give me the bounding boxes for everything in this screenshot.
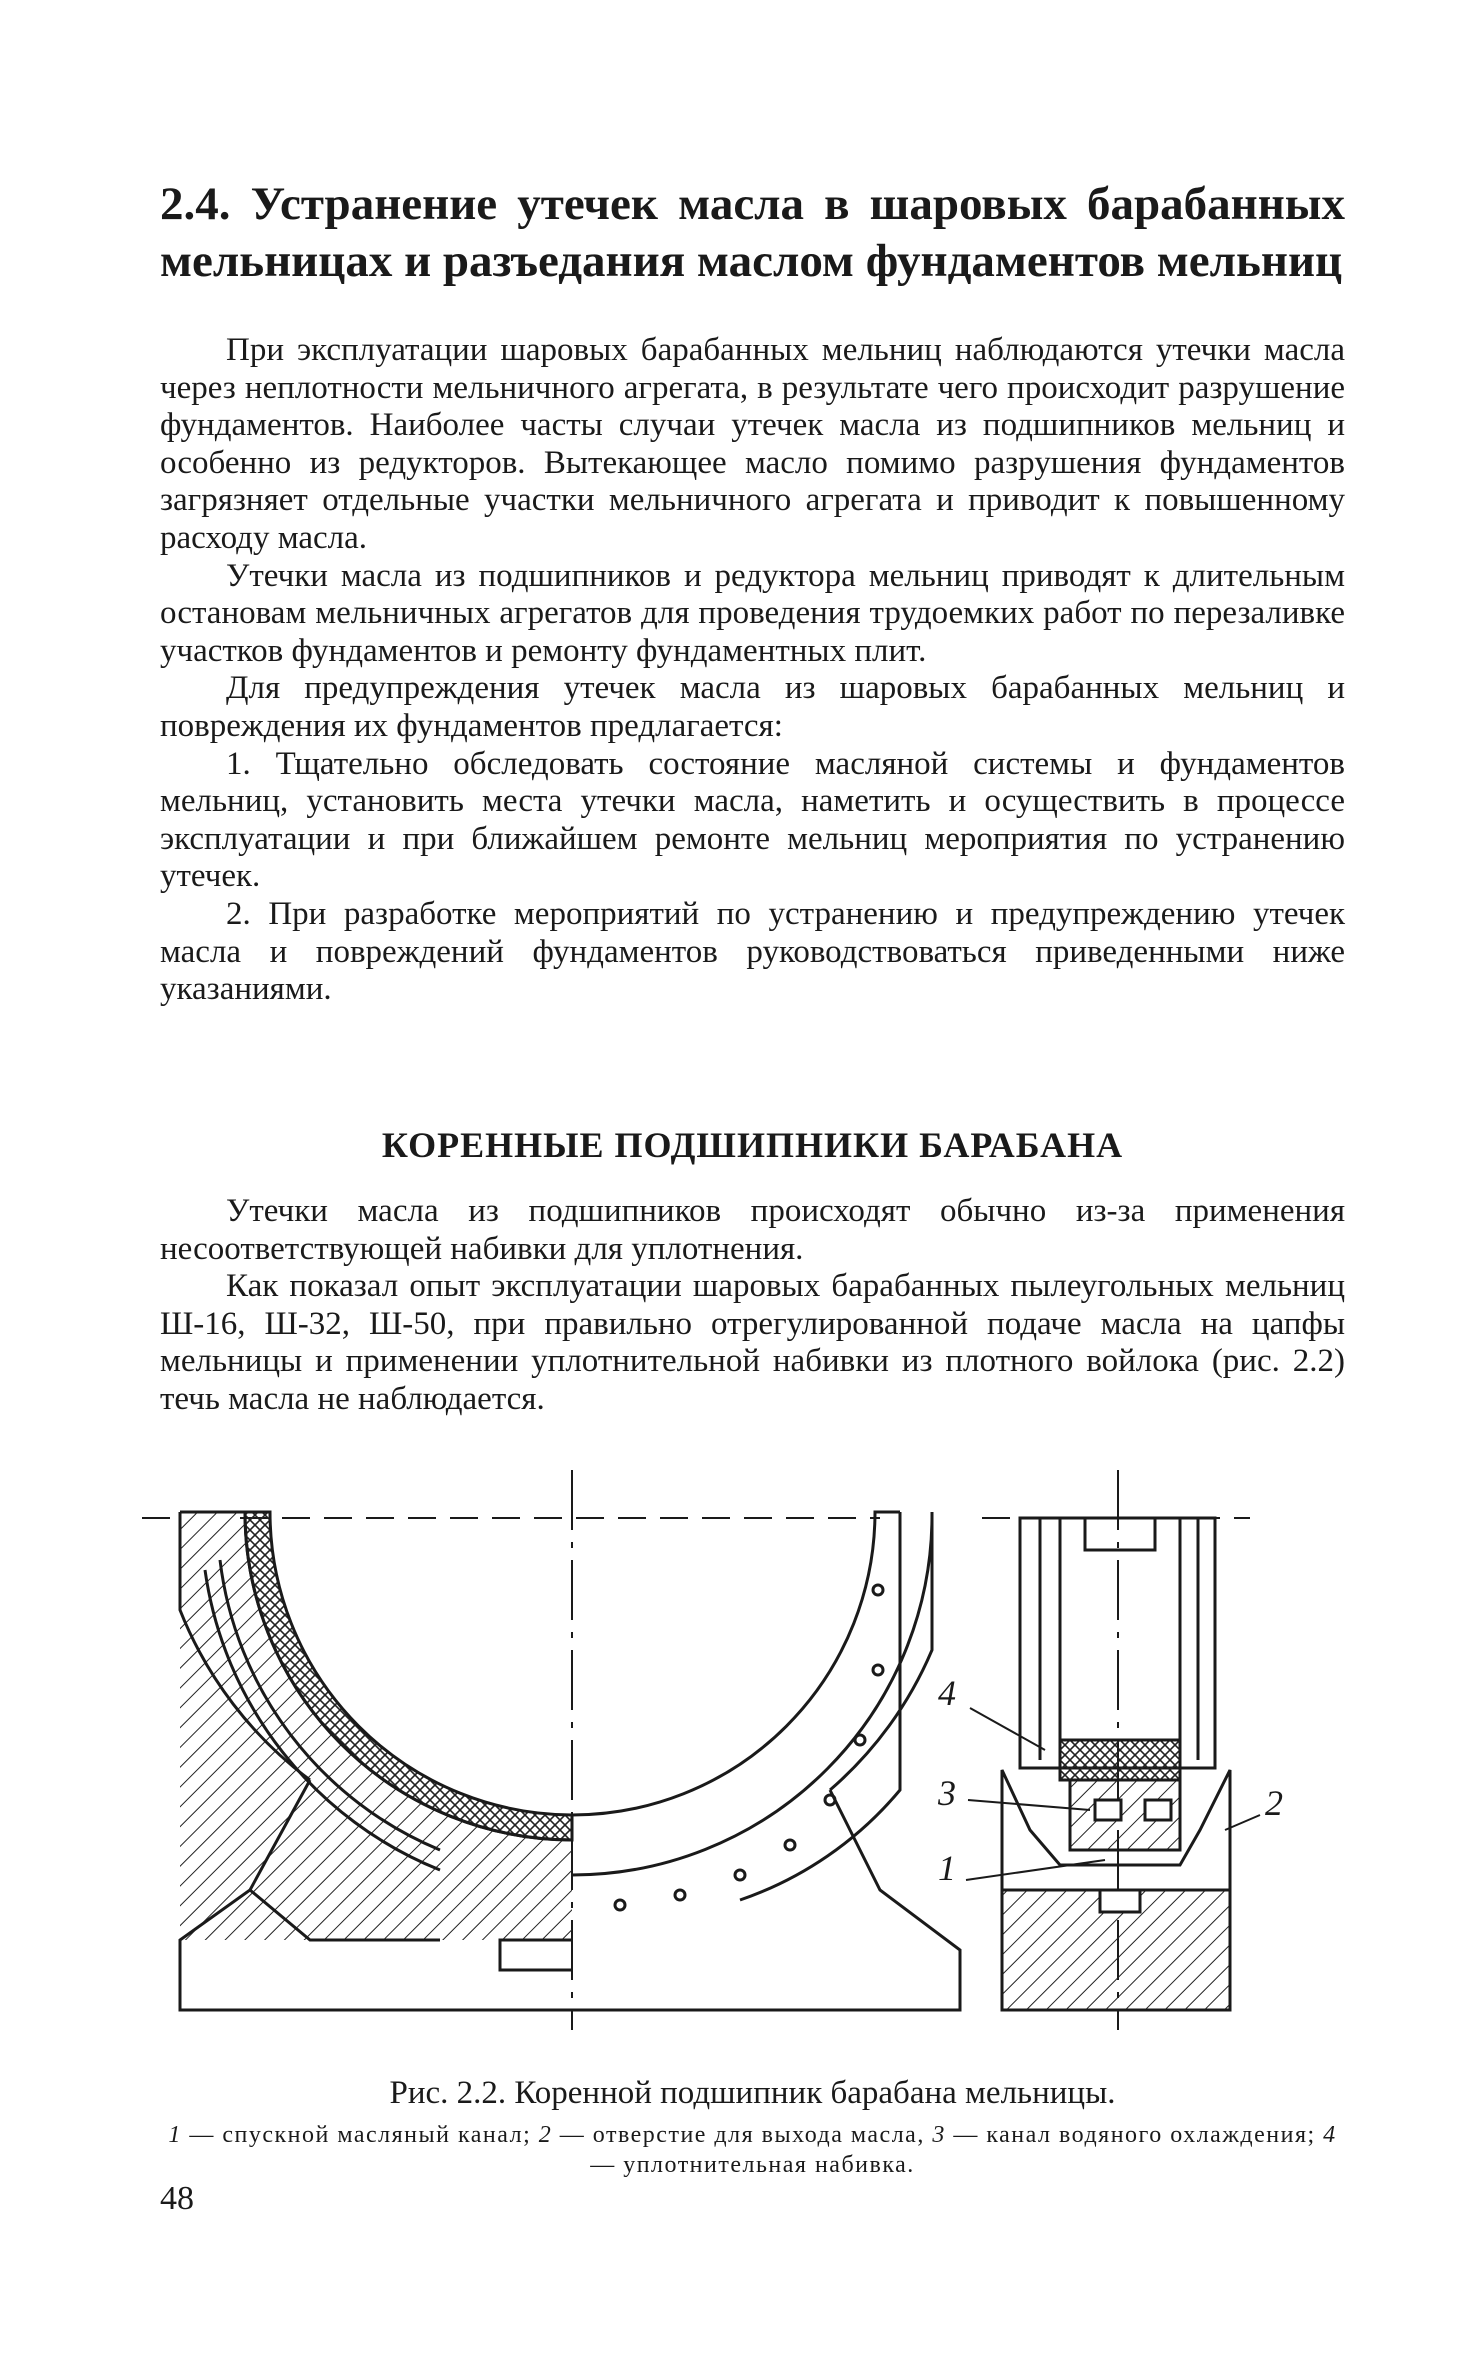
legend-num: 2 bbox=[538, 2122, 553, 2148]
legend-num: 4 bbox=[1323, 2122, 1337, 2148]
legend-num: 3 bbox=[932, 2122, 946, 2148]
paragraph: Для предупреждения утечек масла из шаровых барабанных мельниц и повреждения их фундаментов предлагается: bbox=[160, 670, 1345, 744]
seal-cross-section bbox=[982, 1470, 1250, 2030]
section-title: 2.4. Устранение утечек масла в шаровых барабанных мельницах и разъедания маслом фундаментов мельниц bbox=[160, 178, 1345, 287]
subsection-text bbox=[160, 1193, 1345, 1419]
figure-legend bbox=[160, 2120, 1345, 2180]
subsection-title: КОРЕННЫЕ ПОДШИПНИКИ БАРАБАНА bbox=[381, 1125, 1124, 1165]
callout-2: 2 bbox=[1265, 1783, 1283, 1823]
paragraph: 2. При разработке мероприятий по устранению и предупреждению утечек масла и повреждений фундаментов руководствоваться приведенными ниже указаниями. bbox=[160, 895, 1345, 1008]
callout-1: 1 bbox=[938, 1848, 956, 1888]
legend-text: — спускной масляный канал; bbox=[189, 2122, 532, 2148]
legend-text: — канал водяного охлаждения; bbox=[953, 2122, 1316, 2148]
legend-num: 1 bbox=[168, 2122, 182, 2148]
legend-text: — отверстие для выхода масла, bbox=[559, 2122, 925, 2148]
legend-text: — уплотнительная набивка. bbox=[590, 2152, 915, 2178]
paragraph: Как показал опыт эксплуатации шаровых барабанных пылеугольных мельниц Ш-16, Ш-32, Ш-50, при правильно отрегулированной подаче масла на цапфы мельницы и применении уплотнительной набивки из плотного войлока (рис. 2.2) течь масла не наблюдается. bbox=[160, 1268, 1345, 1417]
paragraph: Утечки масла из подшипников и редуктора мельниц приводят к длительным остановам мельничных агрегатов для проведения трудоемких работ по перезаливке участков фундаментов и ремонту фундаментных плит. bbox=[160, 557, 1345, 669]
paragraph: Утечки масла из подшипников происходят обычно из-за применения несоответствующей набивки для уплотнения. bbox=[160, 1193, 1345, 1267]
callout-4: 4 bbox=[938, 1673, 956, 1713]
page-number: 48 bbox=[160, 2180, 194, 2217]
paragraph: При эксплуатации шаровых барабанных мельниц наблюдаются утечки масла через неплотности мельничного агрегата, в результате чего происходит разрушение фундаментов. Наиболее часты случаи утечек масла из подшипников мельниц и особенно из редукторов. Вытекающее масло помимо разрушения фундаментов загрязняет отдельные участки мельничного агрегата и приводит к повышенному расходу масла. bbox=[160, 332, 1345, 556]
paragraph: 1. Тщательно обследовать состояние масляной системы и фундаментов мельниц, установить места утечки масла, наметить и осуществить в процессе эксплуатации и при ближайшем ремонте мельниц мероприятия по устранению утечек. bbox=[160, 745, 1345, 895]
figure-caption: Рис. 2.2. Коренной подшипник барабана мельницы. bbox=[389, 2075, 1116, 2111]
body-text bbox=[160, 332, 1345, 1009]
callout-3: 3 bbox=[938, 1773, 956, 1813]
bearing-figure bbox=[140, 1470, 1340, 2050]
bearing-cross-section bbox=[140, 1470, 960, 2030]
